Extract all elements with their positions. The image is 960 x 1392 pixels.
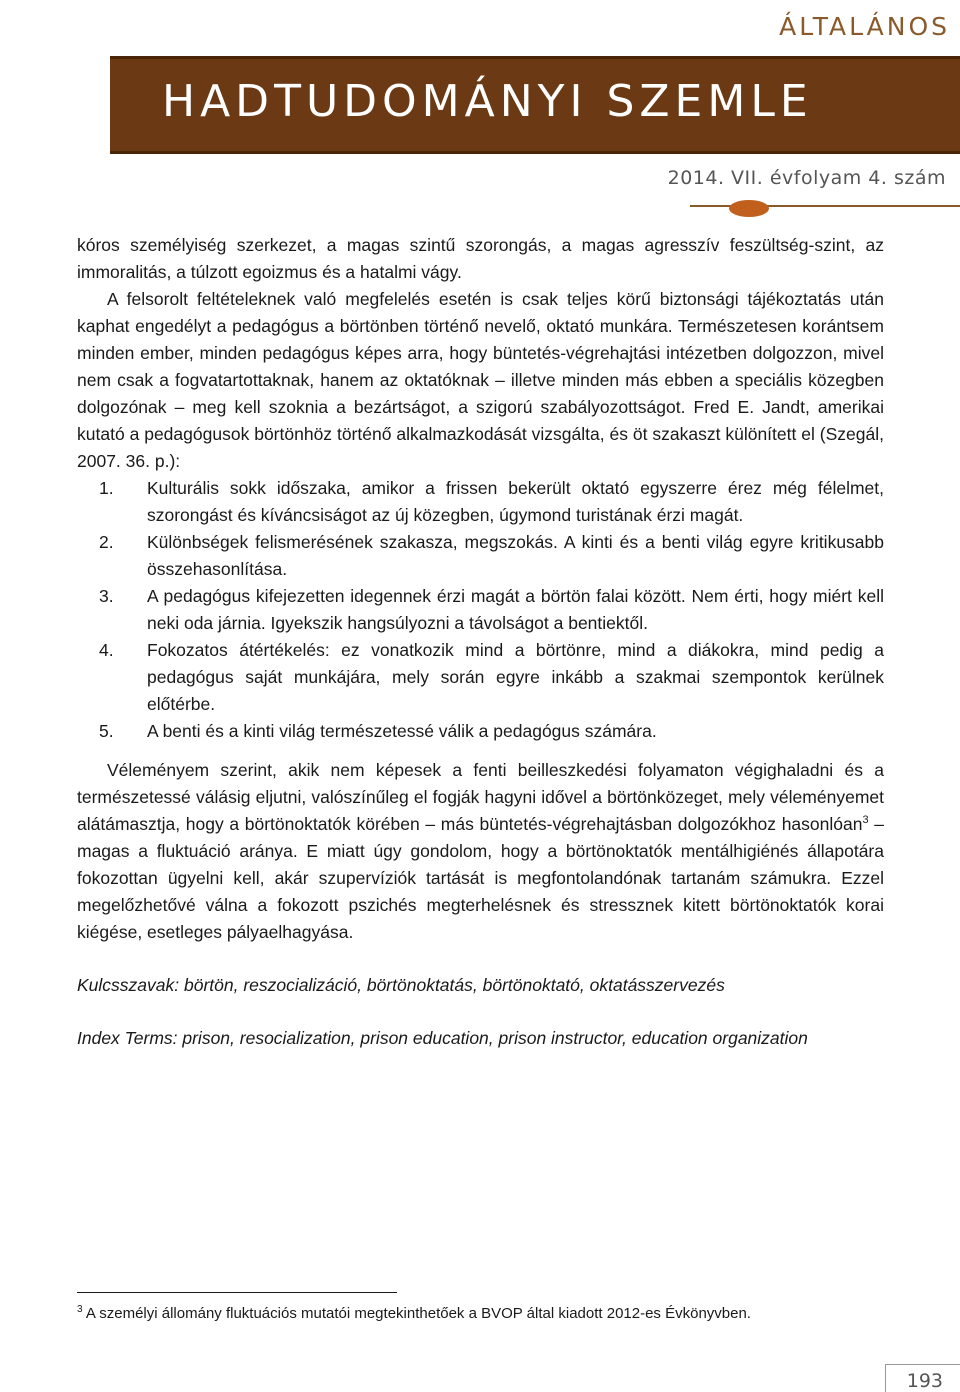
list-number: 1.	[99, 478, 114, 498]
list-text: Kulturális sokk időszaka, amikor a frissen bekerült oktató egyszerre érez még félelmet, szorongást és kíváncsiságot az új közegben, úgymond turistának érzi magát.	[147, 478, 884, 525]
paragraph-text: – magas a fluktuáció aránya. E miatt úgy gondolom, hogy a börtönoktatók mentálhigiénés állapotára fokozottan ügyelni kell, akár szupervíziók tartását is megfontolandónak tartanám számukra. Ezzel megelőzhetővé válna a fokozott pszichés megterhelésnek és stressznek kitett börtönoktatók korai kiégése, esetleges pályaelhagyása.	[77, 814, 884, 942]
issue-info: 2014. VII. évfolyam 4. szám	[667, 167, 946, 189]
footnote-separator	[77, 1292, 397, 1293]
footnote	[77, 1305, 751, 1322]
list-number: 5.	[99, 721, 114, 741]
paragraph-text: Véleményem szerint, akik nem képesek a fenti beilleszkedési folyamaton végighaladni és a természetessé válásig eljutni, valószínűleg el fogják hagyni idővel a börtönközeget, mely véleményemet alátámasztja, hogy a börtönoktatók körében – más büntetés-végrehajtásban dolgozókhoz hasonlóan	[77, 760, 884, 834]
journal-title: HADTUDOMÁNYI SZEMLE	[162, 76, 813, 127]
journal-banner	[110, 56, 960, 154]
footnote-reference[interactable]: 3	[862, 814, 869, 827]
decorative-ornament	[729, 200, 769, 217]
keywords: Kulcsszavak: börtön, reszocializáció, börtönoktatás, börtönoktató, oktatásszervezés	[77, 975, 725, 995]
list-item	[77, 475, 884, 529]
list-number: 3.	[99, 586, 114, 606]
index-terms: Index Terms: prison, resocialization, prison education, prison instructor, education organization	[77, 1028, 808, 1048]
list-item	[77, 583, 884, 637]
list-text: Különbségek felismerésének szakasza, megszokás. A kinti és a benti világ egyre kritikusabb összehasonlítása.	[147, 532, 884, 579]
footnote-text: A személyi állomány fluktuációs mutatói megtekinthetőek a BVOP által kiadott 2012-es Évkönyvben.	[82, 1305, 751, 1322]
stage-list	[77, 475, 884, 745]
list-text: A pedagógus kifejezetten idegennek érzi magát a börtön falai között. Nem érti, hogy miért kell neki oda járnia. Igyekszik hangsúlyozni a távolságot a bentiektől.	[147, 586, 884, 633]
list-item	[77, 529, 884, 583]
list-item	[77, 637, 884, 718]
list-number: 4.	[99, 640, 114, 660]
list-number: 2.	[99, 532, 114, 552]
list-text: Fokozatos átértékelés: ez vonatkozik mind a börtönre, mind a diákokra, mind pedig a pedagógus saját munkájára, mely során egyre inkább a szakmai szempontok kerülnek előtérbe.	[147, 640, 884, 714]
paragraph: A felsorolt feltételeknek való megfelelés esetén is csak teljes körű biztonsági tájékoztatás után kaphat engedélyt a pedagógus a börtönben történő nevelő, oktató munkára. Természetesen korántsem minden ember, minden pedagógus képes arra, hogy büntetés-végrehajtási intézetben dolgozzon, mivel nem csak a fogvatartottaknak, hanem az oktatóknak – illetve minden más ebben a speciális közegben dolgozónak – meg kell szoknia a bezártságot, a szigorú szabályozottságot. Fred E. Jandt, amerikai kutató a pedagógusok börtönhöz történő alkalmazkodását vizsgálta, és öt szakaszt különített el (Szegál, 2007. 36. p.):	[77, 289, 884, 471]
list-item	[77, 718, 884, 745]
page-number: 193	[906, 1370, 943, 1392]
section-label: ÁLTALÁNOS	[779, 12, 950, 41]
page-number-box	[885, 1364, 960, 1392]
footnote-mark: 3	[77, 1304, 83, 1315]
article-body	[77, 232, 884, 1052]
list-text: A benti és a kinti világ természetessé válik a pedagógus számára.	[147, 721, 657, 741]
paragraph: kóros személyiség szerkezet, a magas szintű szorongás, a magas agresszív feszültség-szint, az immoralitás, a túlzott egoizmus és a hatalmi vágy.	[77, 235, 884, 282]
paragraph	[77, 757, 884, 946]
